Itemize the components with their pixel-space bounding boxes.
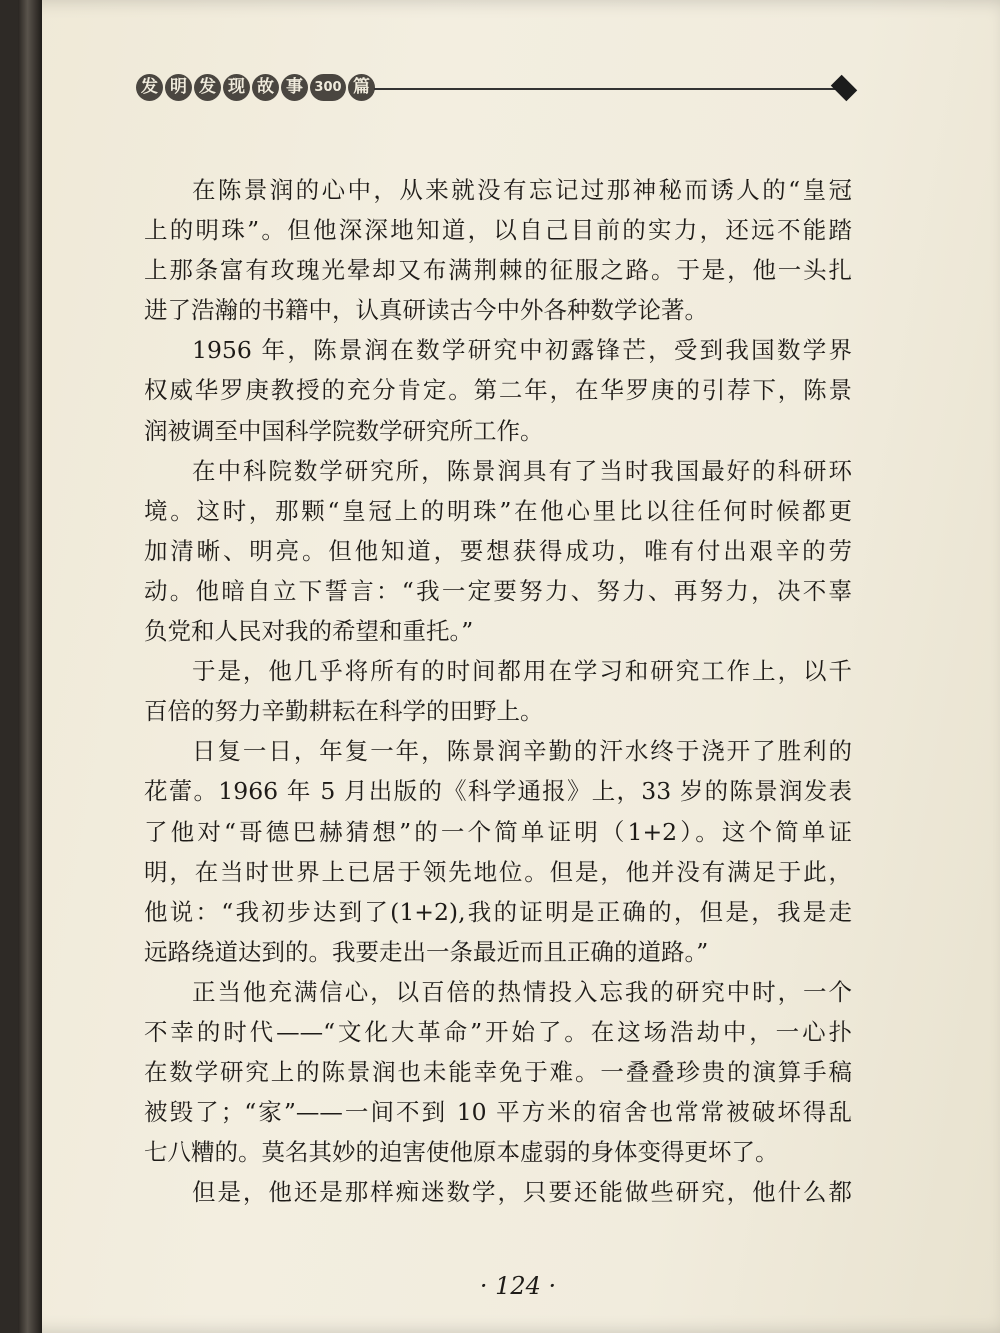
header-char: 篇: [348, 74, 375, 101]
text-line: 境。这时，那颗“皇冠上的明珠”在他心里比以往任何时候都更: [144, 496, 852, 525]
text-line: 被毁了；“家”——一间不到 10 平方米的宿舍也常常被破坏得乱: [144, 1098, 852, 1127]
header-char: 发: [136, 74, 163, 101]
text-line: 上的明珠”。但他深深地知道，以自己目前的实力，还远不能踏: [144, 216, 852, 245]
text-line: 百倍的努力辛勤耕耘在科学的田野上。: [144, 697, 544, 726]
text-line: 在陈景润的心中，从来就没有忘记过那神秘而诱人的“皇冠: [192, 176, 852, 204]
text-line: 进了浩瀚的书籍中，认真研读古今中外各种数学论著。: [144, 296, 708, 325]
text-line: 上那条富有玫瑰光晕却又布满荆棘的征服之路。于是，他一头扎: [144, 256, 852, 285]
page-gutter: [18, 0, 42, 1333]
diamond-ornament-icon: [831, 75, 857, 101]
page-number: · 124 ·: [479, 1272, 557, 1300]
text-line: 在中科院数学研究所，陈景润具有了当时我国最好的科研环: [192, 456, 852, 485]
text-line: 加清晰、明亮。但他知道，要想获得成功，唯有付出艰辛的劳: [144, 536, 852, 565]
header-char: 事: [281, 74, 308, 101]
header-char: 发: [194, 74, 221, 101]
text-line: 了他对“哥德巴赫猜想”的一个简单证明（1+2）。这个简单证: [144, 817, 852, 846]
text-line: 不幸的时代——“文化大革命”开始了。在这场浩劫中，一心扑: [144, 1017, 852, 1046]
header-rule: [374, 88, 836, 90]
text-line: 润被调至中国科学院数学研究所工作。: [144, 416, 544, 445]
text-line: 负党和人民对我的希望和重托。”: [144, 617, 474, 646]
text-line: 花蕾。1966 年 5 月出版的《科学通报》上，33 岁的陈景润发表: [144, 777, 852, 806]
text-line: 日复一日，年复一年，陈景润辛勤的汗水终于浇开了胜利的: [192, 737, 852, 766]
text-line: 远路绕道达到的。我要走出一条最近而且正确的道路。”: [144, 937, 709, 966]
text-line: 七八糟的。莫名其妙的迫害使他原本虚弱的身体变得更坏了。: [144, 1138, 779, 1167]
text-line: 但是，他还是那样痴迷数学，只要还能做些研究，他什么都: [192, 1178, 852, 1207]
header-char: 现: [223, 74, 250, 101]
header-char: 明: [165, 74, 192, 101]
text-line: 在数学研究上的陈景润也未能幸免于难。一叠叠珍贵的演算手稿: [144, 1058, 852, 1087]
book-page: [18, 0, 1000, 1333]
text-line: 明，在当时世界上已居于领先地位。但是，他并没有满足于此，: [144, 857, 852, 886]
header-char: 300: [310, 74, 346, 101]
text-line: 正当他充满信心，以百倍的热情投入忘我的研究中时，一个: [192, 977, 852, 1006]
body-text: [144, 170, 852, 1212]
header-title: [136, 74, 375, 101]
text-line: 动。他暗自立下誓言：“我一定要努力、努力、再努力，决不辜: [144, 576, 852, 605]
running-header: [136, 70, 858, 110]
header-char: 故: [252, 74, 279, 101]
text-line: 权威华罗庚教授的充分肯定。第二年，在华罗庚的引荐下，陈景: [144, 376, 852, 405]
text-line: 1956 年，陈景润在数学研究中初露锋芒，受到我国数学界: [192, 336, 852, 365]
text-line: 于是，他几乎将所有的时间都用在学习和研究工作上，以千: [192, 657, 852, 686]
text-line: 他说：“我初步达到了(1+2),我的证明是正确的，但是，我是走: [144, 897, 852, 926]
